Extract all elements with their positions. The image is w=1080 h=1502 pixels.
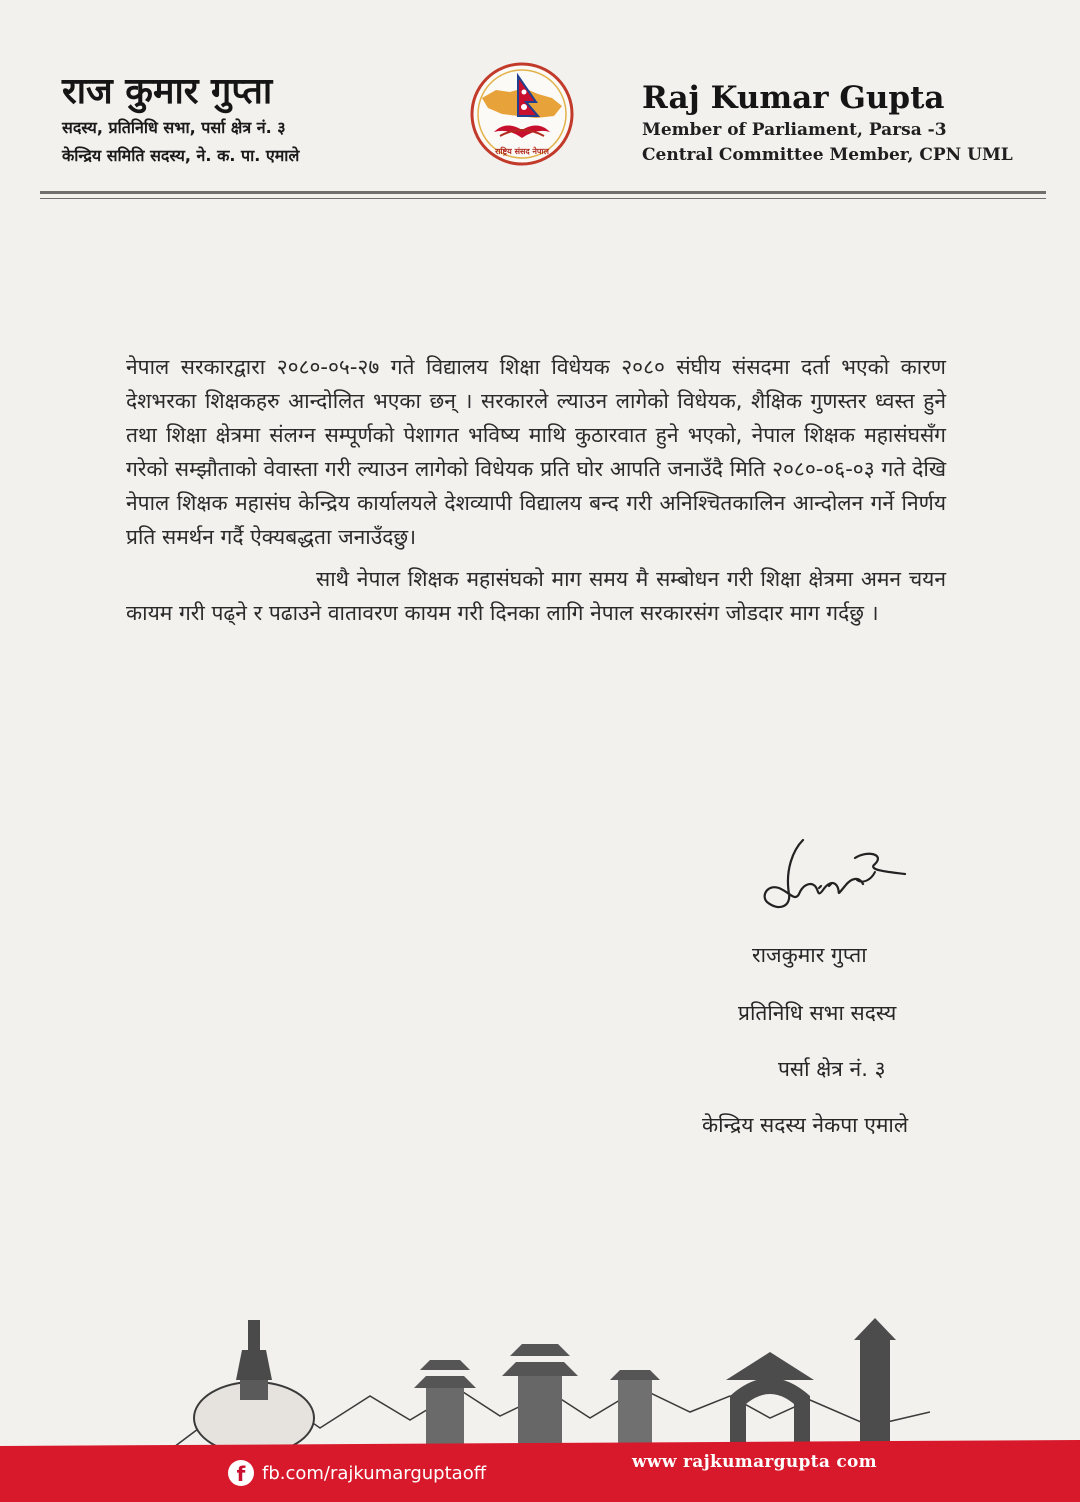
name-english: Raj Kumar Gupta [642, 80, 945, 116]
designation-english-1: Member of Parliament, Parsa -3 [642, 120, 947, 140]
designation-english-2: Central Committee Member, CPN UML [642, 145, 1013, 165]
name-nepali: राज कुमार गुप्ता [62, 71, 273, 112]
body-paragraph-1: नेपाल सरकारद्वारा २०८०-०५-२७ गते विद्यालय शिक्षा विधेयक २०८० संघीय संसदमा दर्ता भएको कारण देशभरका शिक्षकहरु आन्दोलित भएका छन् । सरकारले ल्याउन लागेको विधेयक, शैक्षिक गुणस्तर ध्वस्त हुने तथा शिक्षा क्षेत्रमा संलग्न सम्पूर्णको पेशागत भविष्य माथि कुठारवात हुने भएको, नेपाल शिक्षक महासंघसँग गरेको सम्झौताको वेवास्ता गरी ल्याउन लागेको विधेयक प्रति घोर आपति जनाउँदै मिति २०८०-०६-०३ गते देखि नेपाल शिक्षक महासंघ केन्द्रिय कार्यालयले देशव्यापी विद्यालय बन्द गरी अनिश्चितकालिन आन्दोलन गर्ने निर्णय प्रति समर्थन गर्दै ऐक्यबद्धता जनाउँदछु। [126, 355, 946, 549]
handwritten-signature-icon [755, 828, 925, 938]
footer-bar [0, 1440, 1080, 1502]
header-nepali [62, 70, 442, 170]
nepal-map-flag-logo-icon [466, 58, 578, 170]
header-divider-bottom [40, 198, 1046, 199]
body-paragraph-2: साथै नेपाल शिक्षक महासंघको माग समय मै सम्बोधन गरी शिक्षा क्षेत्रमा अमन चयन कायम गरी पढ्ने र पढाउने वातावरण कायम गरी दिनका लागि नेपाल सरकारसंग जोडदार माग गर्दछु । [126, 567, 946, 625]
facebook-url: fb.com/rajkumarguptaoff [262, 1462, 487, 1484]
website-link[interactable]: www rajkumargupta com [632, 1452, 877, 1472]
signatory-party-role: केन्द्रिय सदस्य नेकपा एमाले [702, 1113, 909, 1137]
signatory-constituency: पर्सा क्षेत्र नं. ३ [778, 1057, 886, 1081]
header-english [642, 78, 1062, 168]
facebook-link[interactable] [228, 1460, 486, 1486]
signatory-name: राजकुमार गुप्ता [752, 943, 867, 967]
logo-text: राष्ट्रिय संसद नेपाल [495, 147, 549, 156]
signatory-title: प्रतिनिधि सभा सदस्य [738, 1001, 897, 1025]
header-divider-top [40, 191, 1046, 194]
designation-nepali-2: केन्द्रिय समिति सदस्य, ने. क. पा. एमाले [62, 146, 300, 165]
designation-nepali-1: सदस्य, प्रतिनिधि सभा, पर्सा क्षेत्र नं. ३ [62, 118, 286, 137]
facebook-icon: f [228, 1460, 254, 1486]
letter-body [126, 350, 946, 630]
